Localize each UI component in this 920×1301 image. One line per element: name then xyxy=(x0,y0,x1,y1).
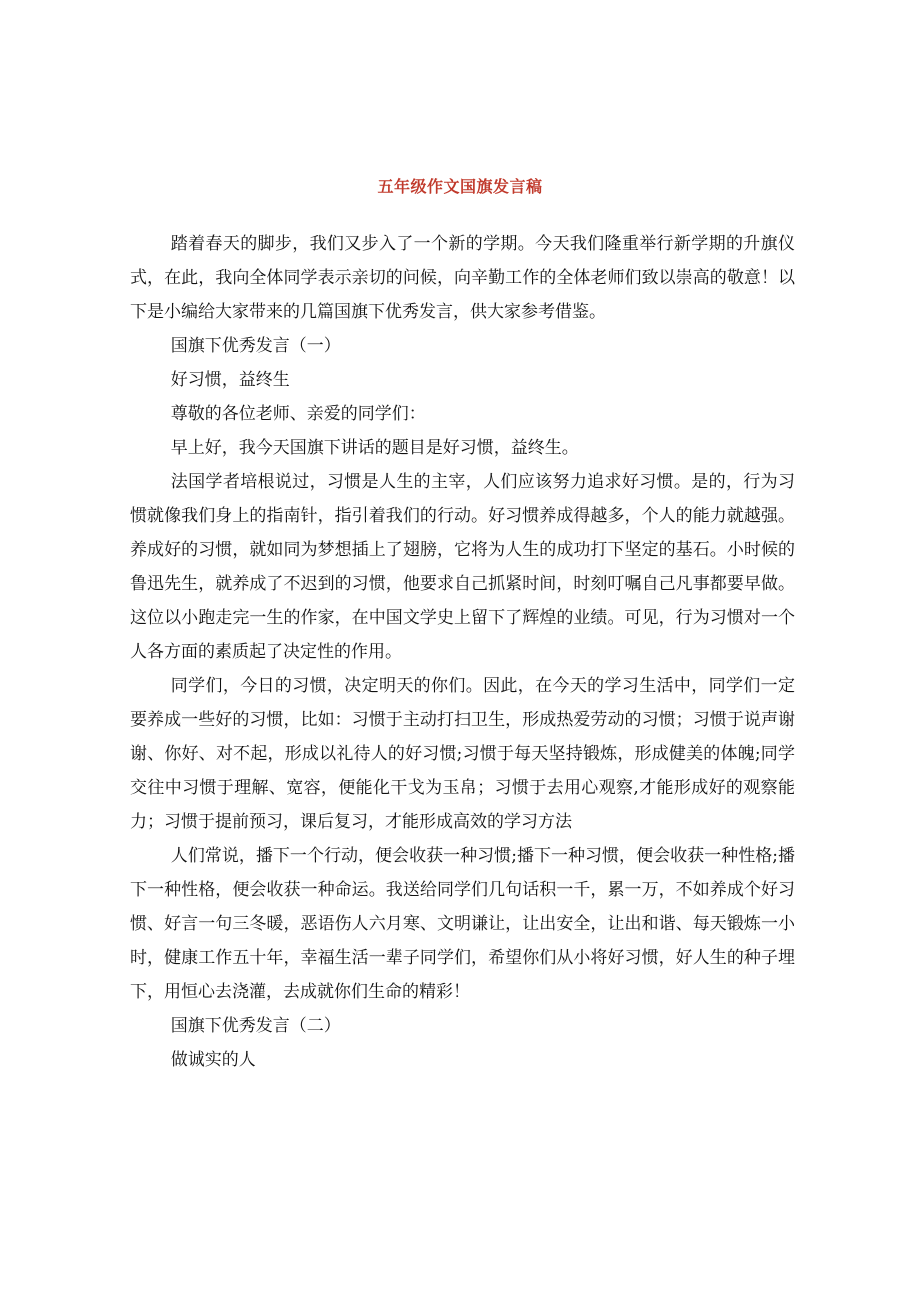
paragraph-bacon: 法国学者培根说过，习惯是人生的主宰，人们应该努力追求好习惯。是的，行为习惯就像我们身上的指南针，指引着我们的行动。好习惯养成得越多，个人的能力就越强。养成好的习惯，就如同为梦想插上了翅膀，它将为人生的成功打下坚定的基石。小时候的鲁迅先生，就养成了不迟到的习惯，他要求自己抓紧时间，时刻叮嘱自己凡事都要早做。这位以小跑走完一生的作家，在中国文学史上留下了辉煌的业绩。可见，行为习惯对一个人各方面的素质起了决定性的作用。 xyxy=(130,472,795,662)
paragraph-intro: 踏着春天的脚步，我们又步入了一个新的学期。今天我们隆重举行新学期的升旗仪式，在此，我向全体同学表示亲切的问候，向辛勤工作的全体老师们致以崇高的敬意！以下是小编给大家带来的几篇国旗下优秀发言，供大家参考借鉴。 xyxy=(130,234,795,322)
section-heading-2: 国旗下优秀发言（二） xyxy=(170,1016,341,1036)
document-body xyxy=(130,227,795,1077)
salutation: 尊敬的各位老师、亲爱的同学们： xyxy=(170,404,426,424)
paragraph-greeting: 早上好，我今天国旗下讲话的题目是好习惯，益终生。 xyxy=(170,438,579,458)
document-title: 五年级作文国旗发言稿 xyxy=(377,177,543,196)
paragraph-conclusion: 人们常说，播下一个行动，便会收获一种习惯;播下一种习惯，便会收获一种性格;播下一种性格，便会收获一种命运。我送给同学们几句话积一千，累一万，不如养成个好习惯、好言一句三冬暖，恶语伤人六月寒、文明谦让，让出安全，让出和谐、每天锻炼一小时，健康工作五十年，幸福生活一辈子同学们，希望你们从小将好习惯，好人生的种子埋下，用恒心去浇灌，去成就你们生命的精彩！ xyxy=(130,846,795,1002)
paragraph-students: 同学们，今日的习惯，决定明天的你们。因此，在今天的学习生活中，同学们一定要养成一些好的习惯，比如：习惯于主动打扫卫生，形成热爱劳动的习惯；习惯于说声谢谢、你好、对不起，形成以礼待人的好习惯;习惯于每天坚持锻炼，形成健美的体魄;同学交往中习惯于理解、宽容，便能化干戈为玉帛；习惯于去用心观察,才能形成好的观察能力；习惯于提前预习，课后复习，才能形成高效的学习方法 xyxy=(130,676,795,832)
section-heading-1: 国旗下优秀发言（一） xyxy=(170,336,341,356)
speech-title-2: 做诚实的人 xyxy=(170,1050,256,1070)
speech-title-1: 好习惯，益终生 xyxy=(170,370,290,390)
